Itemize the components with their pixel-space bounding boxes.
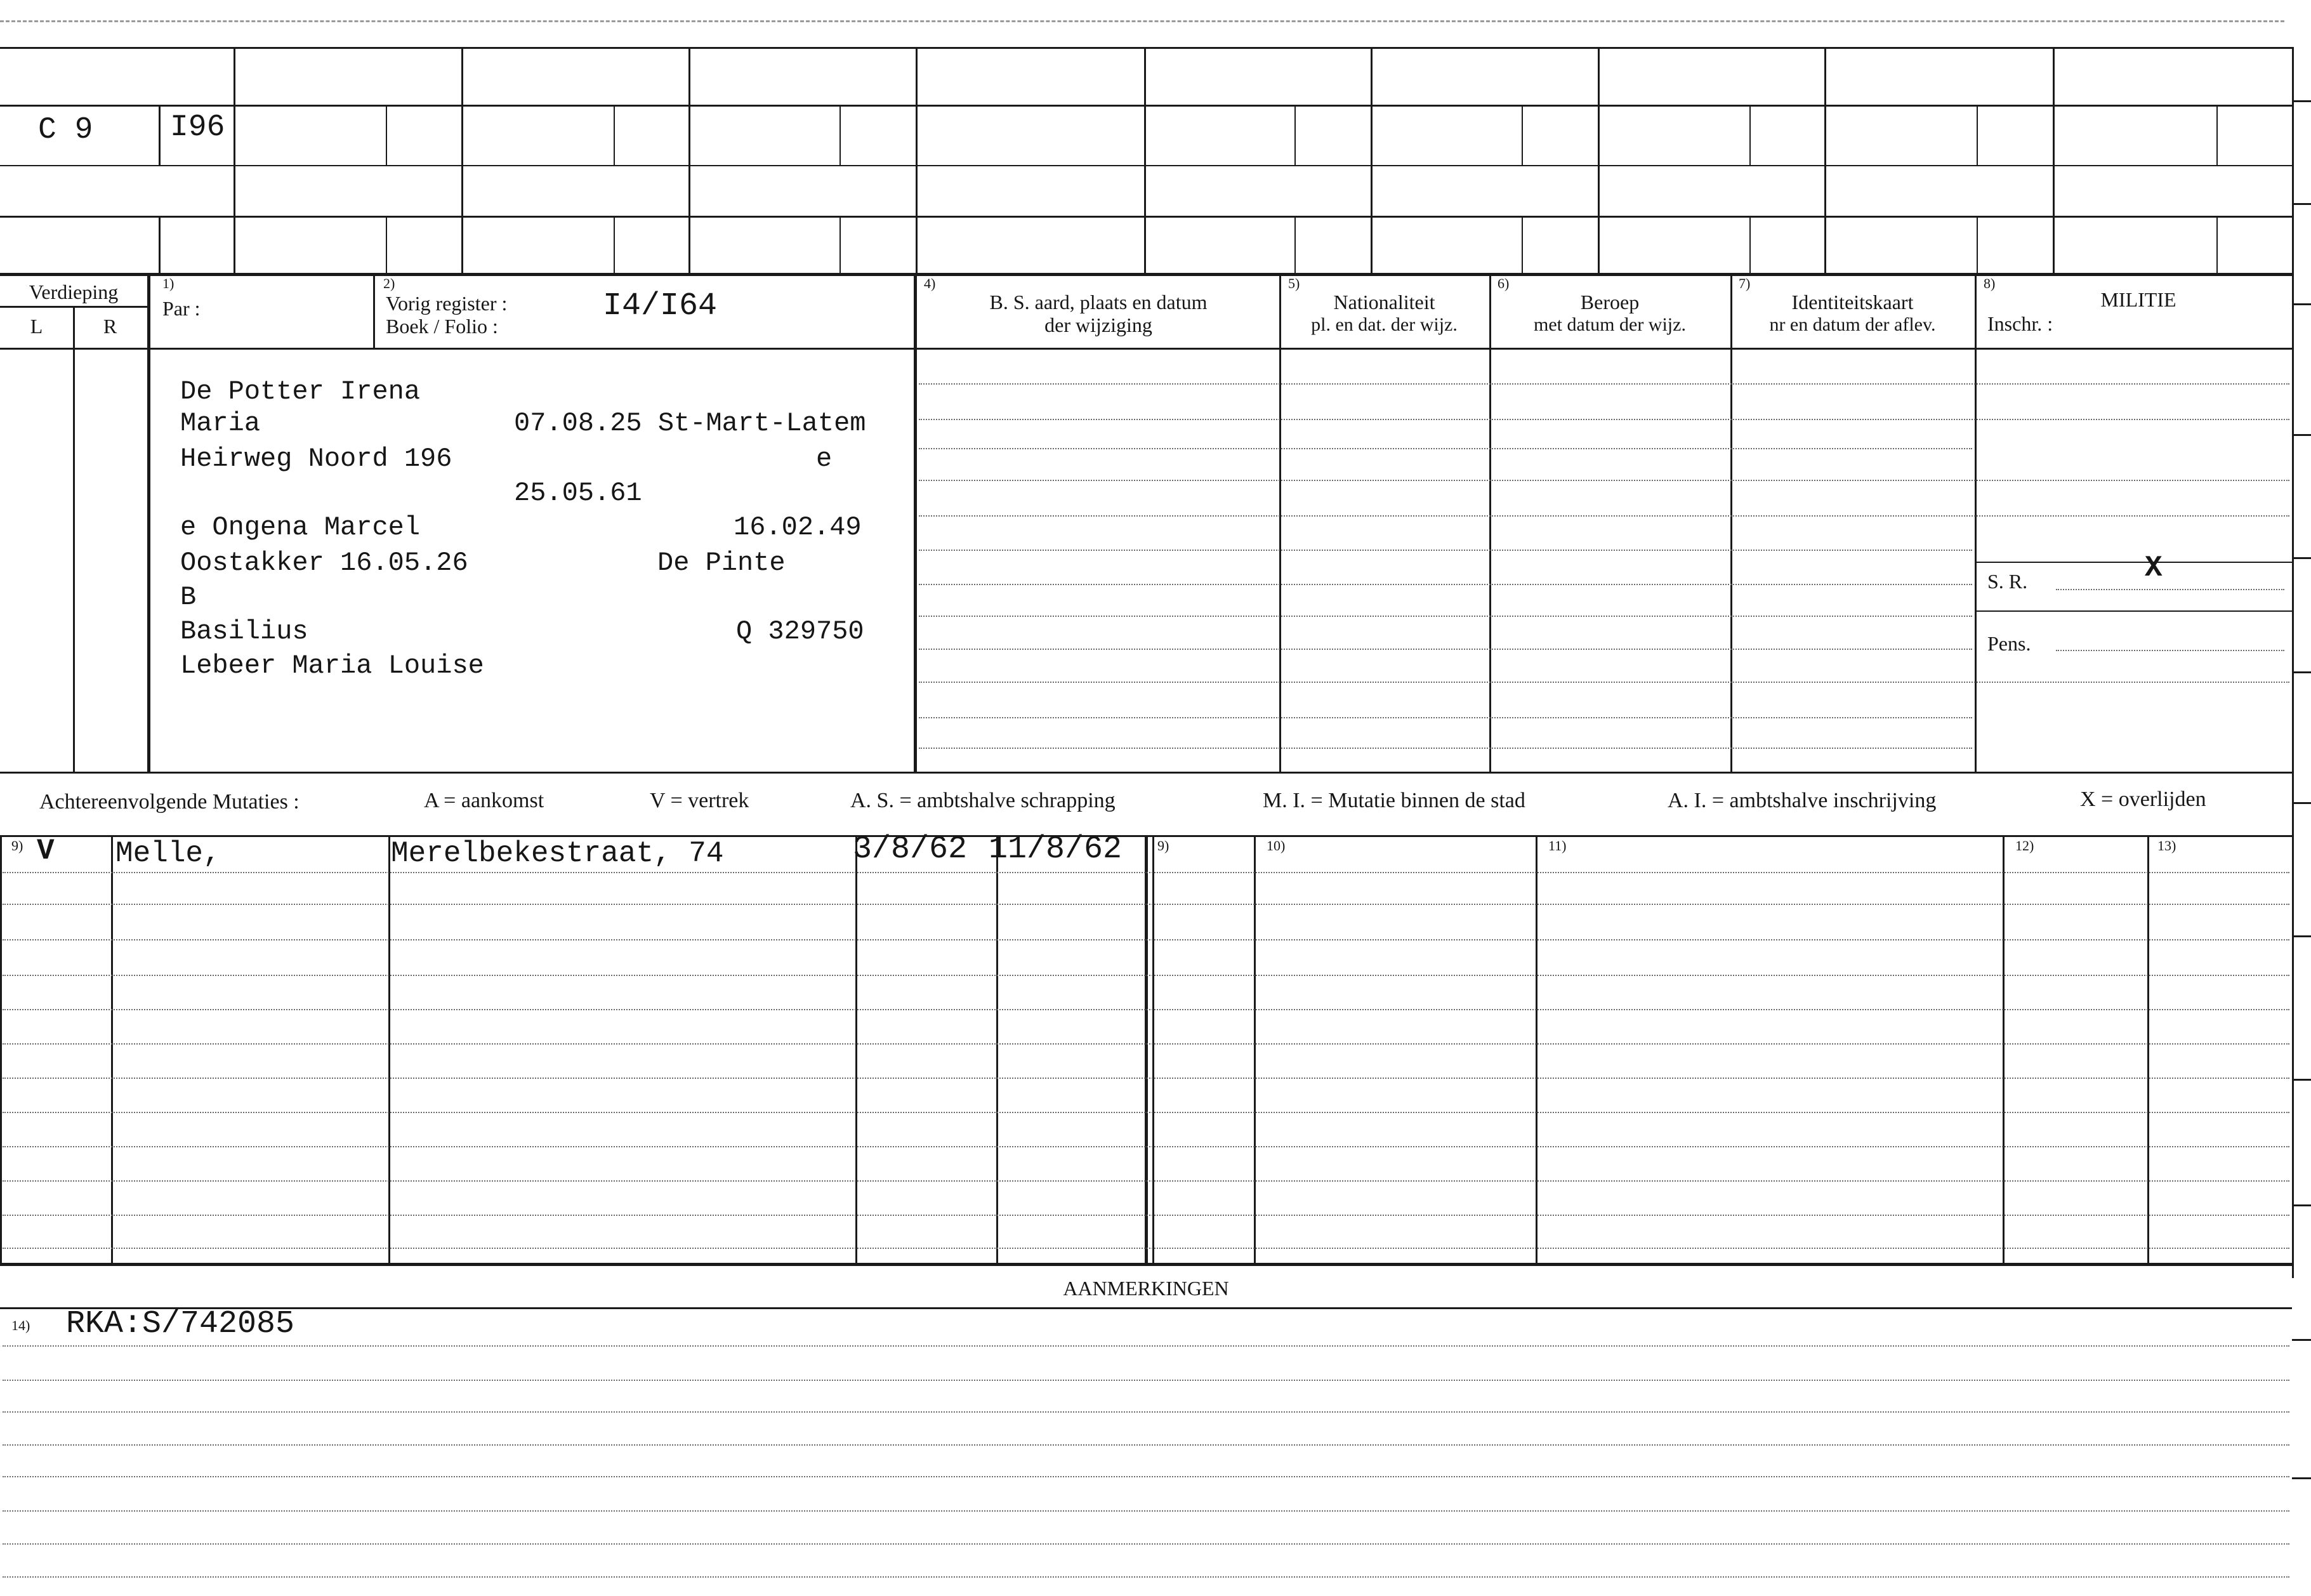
pens-dots (2056, 650, 2284, 651)
legend-as: A. S. = ambtshalve schrapping (850, 789, 1116, 812)
person-line6: Oostakker 16.05.26 (180, 548, 468, 578)
mut-date1: 3/8/62 (853, 831, 968, 867)
boek-label: Boek / Folio : (386, 315, 498, 338)
mut-num12: 12) (2015, 838, 2034, 854)
r-label: R (103, 315, 117, 338)
mil-sr: S. R. (1987, 570, 2028, 593)
beroep-num: 6) (1498, 275, 1510, 291)
legend-title: Achtereenvolgende Mutaties : (39, 790, 300, 814)
bs-num: 4) (924, 275, 936, 291)
person-line8: Basilius (180, 616, 308, 647)
remarks-num: 14) (11, 1317, 30, 1333)
id-line2: nr en datum der aflev. (1769, 314, 1936, 335)
mut-street: Merelbekestraat, 74 (391, 837, 724, 870)
id-line1: Identiteitskaart (1791, 291, 1914, 313)
legend-v: V = vertrek (650, 789, 749, 812)
par-label: Par : (162, 297, 201, 320)
top-border (0, 47, 2292, 49)
legend-mi: M. I. = Mutatie binnen de stad (1263, 789, 1525, 812)
mut-num11: 11) (1548, 838, 1567, 854)
vorig-num: 2) (383, 275, 395, 291)
mut-date2: 11/8/62 (989, 831, 1123, 867)
mil-num: 8) (1984, 275, 1996, 291)
person-line7: B (180, 582, 197, 612)
id-num: 7) (1739, 275, 1751, 291)
person-line5: e Ongena Marcel (180, 512, 421, 543)
mut-num10: 10) (1267, 838, 1286, 854)
number-cell: I96 (170, 110, 225, 145)
person-line3-right: e (816, 444, 833, 474)
mil-sr-value: X (2145, 551, 2163, 584)
person-line3: Heirweg Noord 196 (180, 444, 452, 474)
boek-value: I4/I64 (603, 288, 718, 324)
beroep-line1: Beroep (1580, 291, 1640, 313)
remarks-title: AANMERKINGEN (1063, 1277, 1229, 1300)
par-num: 1) (162, 275, 174, 291)
top-edge (0, 20, 2284, 22)
mut-type: V (37, 834, 55, 867)
legend-x: X = overlijden (2080, 788, 2206, 811)
nat-line2: pl. en dat. der wijz. (1311, 314, 1458, 335)
mil-title: MILITIE (2100, 288, 2176, 311)
person-line4: 25.05.61 (514, 478, 642, 508)
bs-line2: der wijziging (1044, 313, 1152, 336)
person-line5-right: 16.02.49 (734, 512, 862, 543)
person-line2-right: 07.08.25 St-Mart-Latem (514, 408, 866, 439)
mut-city: Melle, (115, 837, 221, 870)
remarks-line (0, 1307, 2292, 1309)
person-line6-right: De Pinte (657, 548, 786, 578)
nat-line1: Nationaliteit (1333, 291, 1435, 313)
verdieping-label: Verdieping (29, 280, 119, 303)
mut-num9-left: 9) (11, 838, 23, 854)
vorig-label: Vorig register : (386, 292, 508, 315)
mil-inschr: Inschr. : (1987, 312, 2053, 335)
beroep-line2: met datum der wijz. (1534, 314, 1686, 335)
nat-num: 5) (1288, 275, 1300, 291)
mil-pens: Pens. (1987, 632, 2031, 655)
person-line8-right: Q 329750 (736, 616, 864, 647)
legend-a: A = aankomst (424, 789, 544, 812)
bs-line1: B. S. aard, plaats en datum (989, 291, 1208, 313)
remarks-value: RKA:S/742085 (66, 1306, 295, 1342)
person-line9: Lebeer Maria Louise (180, 650, 484, 681)
l-label: L (30, 315, 43, 338)
mut-num9-right: 9) (1157, 838, 1169, 854)
person-line2: Maria (180, 408, 261, 439)
person-line1: De Potter Irena (180, 376, 421, 407)
code-cell: C 9 (38, 113, 93, 147)
sr-dots (2056, 589, 2284, 590)
mut-num13: 13) (2157, 838, 2176, 854)
legend-ai: A. I. = ambtshalve inschrijving (1668, 789, 1937, 812)
